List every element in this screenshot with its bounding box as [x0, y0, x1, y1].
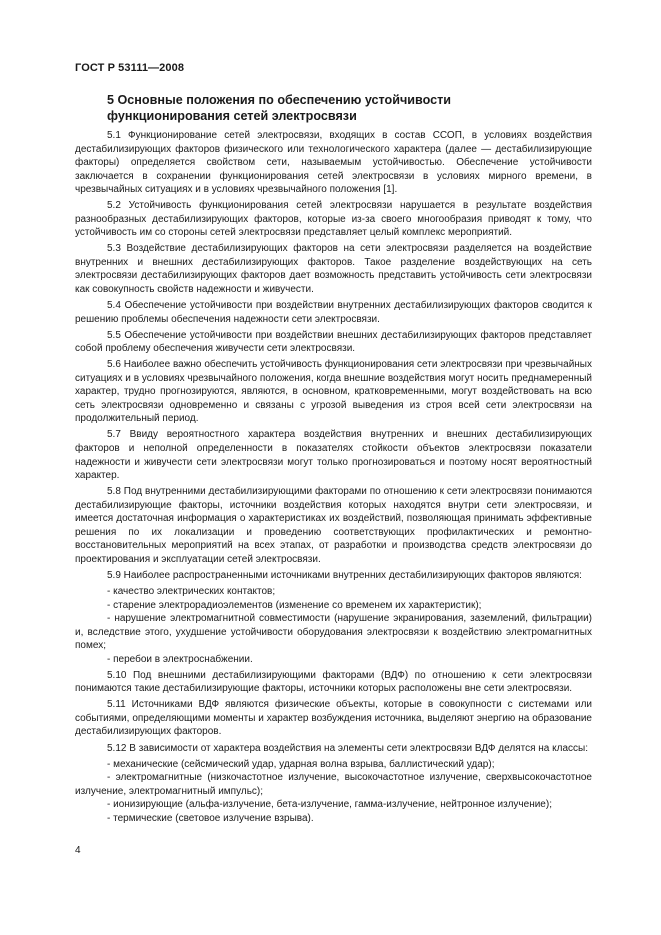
section-title: [107, 92, 567, 124]
page-number: 4: [75, 845, 81, 856]
list-item: - электромагнитные (низкочастотное излучение, высокочастотное излучение, сверхвысокочастотное излучение, электромагнитный импульс);: [75, 772, 592, 797]
paragraph-5-1: 5.1 Функционирование сетей электросвязи, входящих в состав ССОП, в условиях воздействия дестабилизирующих факторов физического или технологического характера (далее — дестабилизирующие факторы) определяется свойством сети, называемым устойчивостью. Обеспечение устойчивости заключается в сохранении функционирования сетей электросвязи в условиях мирного времени, в чрезвычайных ситуациях и в условиях чрезвычайного положения [1].: [75, 130, 592, 196]
list-item: - термические (световое излучение взрыва).: [107, 812, 314, 824]
list-item: - качество электрических контактов;: [107, 586, 276, 597]
list-item: - перебои в электроснабжении.: [107, 653, 253, 665]
paragraph-5-5: 5.5 Обеспечение устойчивости при воздействии внешних дестабилизирующих факторов представляет собой проблему обеспечения живучести сети электросвязи.: [75, 329, 592, 355]
standard-code: ГОСТ Р 53111—2008: [75, 62, 185, 74]
section-title-line-1: 5 Основные положения по обеспечению устойчивости: [107, 93, 452, 107]
list-item: - ионизирующие (альфа-излучение, бета-излучение, гамма-излучение, нейтронное излучение);: [107, 799, 552, 811]
paragraph-5-2: 5.2 Устойчивость функционирования сетей электросвязи нарушается в результате воздействия разнообразных дестабилизирующих факторов, которые из-за своего многообразия приводят к тому, что устойчивость им со стороны сетей электросвязи представляет целый комплекс мероприятий.: [75, 200, 592, 239]
paragraph-5-11: 5.11 Источниками ВДФ являются физические объекты, которые в совокупности с системами или событиями, определяющими моменты и характер возбуждения источника, выделяют энергию на образование дестабилизирующих факторов.: [75, 699, 592, 738]
paragraph-5-9: 5.9 Наиболее распространенными источниками внутренних дестабилизирующих факторов являются:: [107, 569, 582, 581]
list-item: - механические (сейсмический удар, ударная волна взрыва, баллистический удар);: [107, 758, 495, 770]
paragraph-5-4: 5.4 Обеспечение устойчивости при воздействии внутренних дестабилизирующих факторов сводится к решению проблемы обеспечения надежности сети электросвязи.: [75, 300, 592, 325]
list-item: - старение электрорадиоэлементов (изменение со временем их характеристик);: [107, 599, 482, 611]
paragraph-5-10: 5.10 Под внешними дестабилизирующими факторами (ВДФ) по отношению к сети электросвязи понимаются такие дестабилизирующие факторы, источники которых расположены вне сети электросвязи.: [75, 669, 592, 695]
paragraph-5-8: 5.8 Под внутренними дестабилизирующими факторами по отношению к сети электросвязи понимаются дестабилизирующие факторы, источники воздействия которых находятся внутри сети электросвязи, и имеется достаточная информация о характеристиках их воздействий, позволяющая принимать эффективные решения по их локализации и проведению соответствующих профилактических и ремонтно-восстановительных мероприятий на всех этапах, от разработки и производства средств электросвязи до проектирования и эксплуатации сетей электросвязи.: [75, 486, 592, 565]
paragraph-5-12: 5.12 В зависимости от характера воздействия на элементы сети электросвязи ВДФ делятся на классы:: [107, 742, 588, 754]
list-item: - нарушение электромагнитной совместимости (нарушение экранирования, заземлений, фильтрации) и, вследствие этого, ухудшение устойчивости оборудования электросвязи к воздействию электромагнитных помех;: [75, 613, 592, 652]
paragraph-5-6: 5.6 Наиболее важно обеспечить устойчивость функционирования сети электросвязи при чрезвычайных ситуациях и в условиях чрезвычайного положения, когда внешние воздействия могут носить преднамеренный характер, трудно прогнозируются, являются, в основном, кратковременными, могут воздействовать на всю сеть электросвязи одновременно и связаны с угрозой выведения из строя всей сети электросвязи на продолжительный период.: [75, 359, 592, 425]
section-body: [75, 129, 592, 825]
paragraph-5-3: 5.3 Воздействие дестабилизирующих факторов на сети электросвязи разделяется на воздействие внутренних и внешних дестабилизирующих факторов. Такое разделение воздействующих на сеть электросвязи дестабилизирующих факторов дает возможность представить устойчивость сети электросвязи как совокупность свойств надежности и живучести.: [75, 243, 592, 296]
paragraph-5-7: 5.7 Ввиду вероятностного характера воздействия внутренних и внешних дестабилизирующих факторов и неполной определенности в показателях стойкости объектов электросвязи показатели надежности и живучести сети электросвязи могут только прогнозироваться и поэтому носят вероятностный характер.: [75, 429, 592, 482]
section-title-line-2: функционирования сетей электросвязи: [107, 109, 357, 123]
